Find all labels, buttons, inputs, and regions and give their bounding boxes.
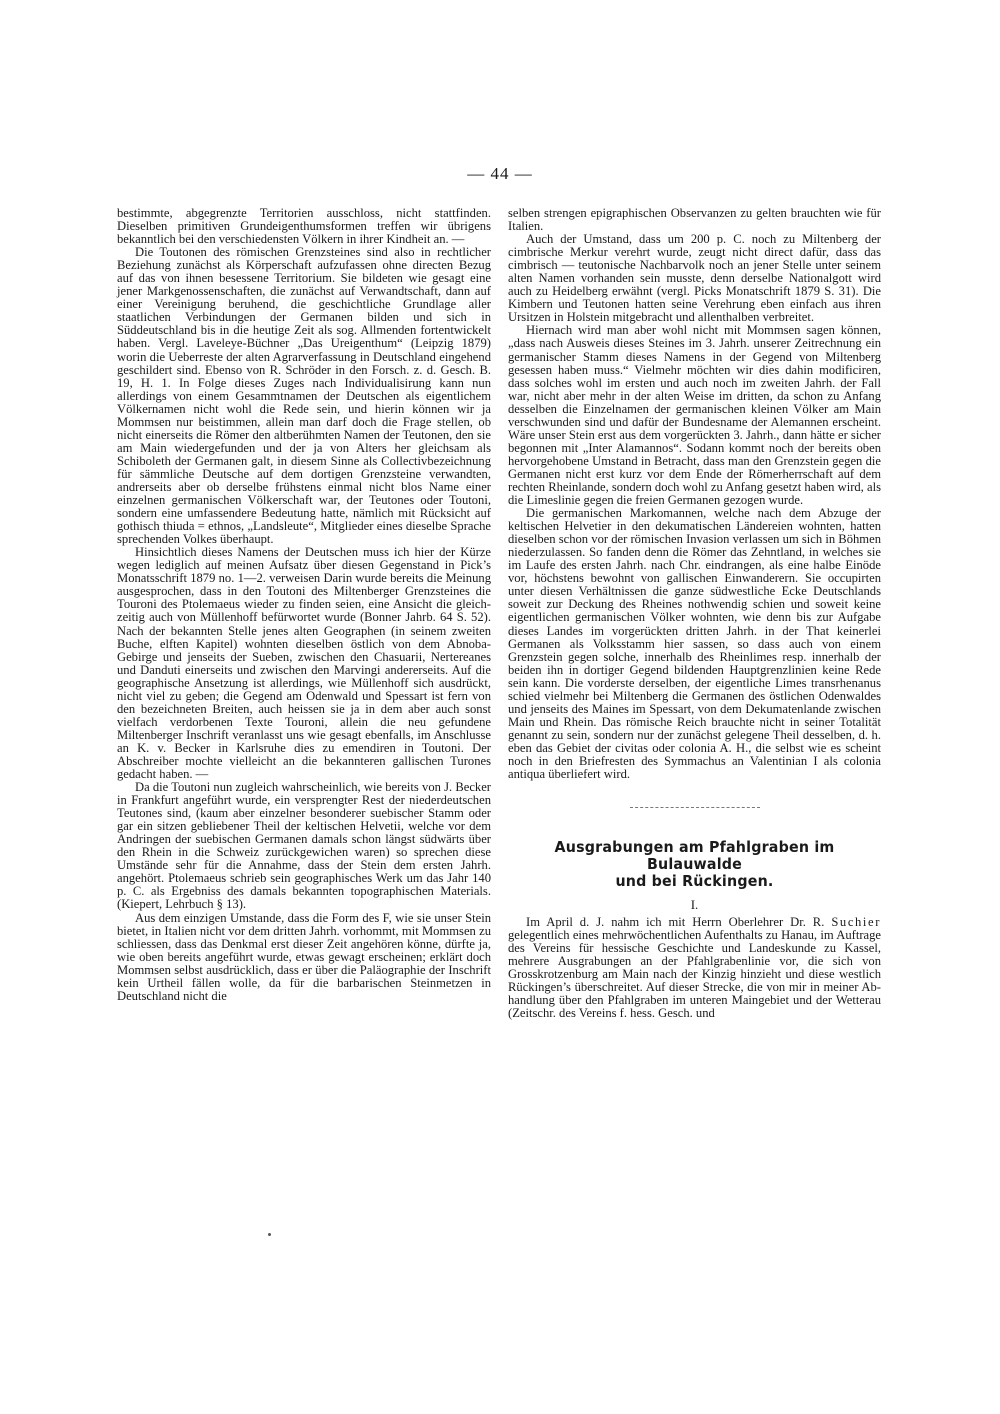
section-divider [630, 807, 760, 809]
paragraph: Auch der Umstand, dass um 200 p. C. noch zu Miltenberg der cimbrische Merkur verehrt wurde, zeugt nicht direct dafür, dass das cimbrisch — teutonische Nachbarvolk noch an jener Stelle unter seinem alten Namen vorhanden sein musste, denn derselbe Nationalgott wird auch zu Heidelberg erwähnt (vergl. Picks Monatschrift 1879 S. 31). Die Kimbern und Teutonen hatten seine Verehrung eben einfach aus ihren Ursitzen in Holstein mitgebracht und allenthalben verbreitet. [508, 232, 881, 325]
paragraph: bestimmte, abgegrenzte Territorien ausschloss, nicht stattfinden. Dieselben primitiven Grundeigenthumsformen treffen wir übrigens bekanntlich bei den verschiedensten Völkern in ihrer Kindheit an. — [117, 206, 491, 247]
paragraph [508, 916, 881, 1020]
paragraph: Die Toutonen des römischen Grenzsteines sind also in rechtlicher Beziehung zunächst als Körperschaft aufzufassen ohne directen Bezug auf das von ihnen besessene Territorium. Sie bildeten wie gesagt eine jener Markgenossenschaften, die zunächst auf Verwandtschaft, dann auf einer Vereinigung beruhend, die geschichtliche Grundlage aller staatlichen Verbindungen der Germanen bilden und sich in Süddeutschland bis in die heutige Zeit als sog. Allmenden fortentwickelt haben. Vergl. Laveleye-Büchner „Das Ureigenthum“ (Leipzig 1879) worin die Ueberreste der alten Agrarverfassung in Deutschland eingehend geschildert sind. Ebenso von R. Schröder in den Forsch. z. d. Gesch. B. 19, H. 1. In Folge dieses Zuges nach Individualisirung kann nun allerdings von einem Gesammtnamen der Deutschen als eigentlichem Völkernamen nicht wohl die Rede sein, und hierin können wir ja Mommsen nur beistimmen, allein man darf doch die Frage stellen, ob nicht einerseits die Römer den altberühmten Namen der Teutonen, den sie am Main wiedergefunden und der ja von Alters her gleichsam als Schiboleth der Germanen galt, in diesem Sinne als Collectivbezeichnung für sämmliche Deutsche auf dem dortigen Grenzsteine verwandten, andrerseits aber ob derselbe frühstens einmal nicht blos Name einer einzelnen germanischen Völkerschaft war, der Teutones oder Toutoni, sondern eine umfassendere Bedeutung hatte, nämlich mit Rücksicht auf gothisch thiuda = ethnos, „Landsleute“, Mitglieder eines dieselbe Sprache sprechenden Volkes überhaupt. [117, 245, 491, 547]
section-heading-line: Ausgrabungen am Pfahlgraben im Bulauwalde [554, 838, 835, 874]
right-column [508, 207, 881, 1020]
section-heading [523, 839, 866, 890]
paragraph: Hiernach wird man aber wohl nicht mit Mommsen sagen können, „dass nach Ausweis dieses Steines im 3. Jahrh. unserer Zeitrechnung ein germanischer Stamm dieses Namens in der Gegend von Miltenberg gesessen haben muss.“ Vielmehr möchten wir dies dahin modificiren, dass solches wohl im ersten und auch noch im zweiten Jahrh. der Fall war, nicht aber mehr in der alten Weise im dritten, da schon zu Anfang desselben die Einzelnamen der germanischen kleinen Völker am Main verschwunden sind und dafür der Bundesname der Alemannen erscheint. Wäre unser Stein erst aus dem vorgerückten 3. Jahrh., dann hätte er sicher begonnen mit „Inter Alamannos“. Sodann kommt noch der bereits oben hervorgehobene Umstand in Betracht, dass man den Grenzstein gegen die Germanen nicht erst kurz vor dem Ende der Römerherrschaft auf dem rechten Rheinlande, sondern doch wohl zu Anfang gesetzt haben wird, als die Limeslinie gegen die freien Germanen gezogen wurde. [508, 323, 881, 508]
paragraph: Hinsichtlich dieses Namens der Deutschen muss ich hier der Kürze wegen lediglich auf meinen Aufsatz über diesen Gegenstand in Pick’s Monatsschrift 1879 no. 1—2. verweisen Darin wurde bereits die Meinung ausgesprochen, dass in den Toutoni des Miltenberger Grenzsteines die Touroni des Ptolemaeus wieder zu finden seien, eine Ansicht die gleichzeitig auch von Müllenhoff befürwortet wurde (Bonner Jahrb. 64 S. 52). Nach der bekannten Stelle jenes alten Geographen (in seinem zweiten Buche, elften Kapitel) wohnten dieselben östlich von dem Abnoba-Gebirge und jenseits der Sueben, zwischen den Chasuarii, Nertereanes und Danduti einerseits und zwischen den Marvingi andererseits. Auf die geographische Ansetzung ist allerdings, wie Müllenhoff sich ausdrückt, nicht viel zu geben; die Gegend am Odenwald und Spessart ist fern von den bezeichneten Breiten, auch heissen sie ja in dem aber auch sonst vielfach verdorbenen Texte Touroni, allein die neu gefundene Miltenberger Inschrift veranlasst uns wie gesagt ebenfalls, im Anschlusse an K. v. Becker in Karlsruhe dies zu emendiren in Toutoni. Der Abschreiber mochte vielleicht an die bekannteren gallischen Turones gedacht haben. — [117, 545, 491, 782]
page-number: — 44 — [467, 164, 533, 183]
left-column [117, 207, 491, 1003]
paragraph: Da die Toutoni nun zugleich wahrscheinlich, wie bereits von J. Becker in Frankfurt angeführt wurde, ein versprengter Rest der niederdeutschen Teutones sind, (kaum aber einzelner besonderer suebischer Stamm oder gar ein sitzen gebliebener Theil der keltischen Helvetii, welche vor dem Andringen der suebischen Germanen damals schon längst südwärts über den Rhein in die Schweiz zurückgewichen waren) so sprechen diese Umstände sehr für die Annahme, dass der Stein dem ersten Jahrh. angehört. Ptolemaeus schrieb sein geographisches Werk um das Jahr 140 p. C. als Ergebniss des damals bekannten topographischen Materials. (Kiepert, Lehrbuch § 13). [117, 780, 491, 912]
text-run: gelegentlich eines mehrwöchentlichen Aufenthalts zu Hanau, im Auftrage des Vereins für hessische Geschichte und Landeskunde zu Kassel, mehrere Ausgrabungen an der Pfahlgrabenlinie vor, die sich von Grosskrotzenburg am Main nach der Kinzig hinzieht und diese westlich Rückingen’s überschreitet. Auf dieser Strecke, die von mir in meiner Abhandlung über den Pfahlgraben im unteren Maingebiet und der Wetterau (Zeitschr. des Vereins f. hess. Gesch. und [508, 928, 881, 1021]
text-run: Im April d. J. nahm ich mit Herrn Oberlehrer Dr. R. [526, 915, 832, 930]
person-name: Suchier [831, 915, 881, 930]
paragraph: Aus dem einzigen Umstande, dass die Form des F, wie sie unser Stein bietet, in Italien nicht vor dem dritten Jahrh. vorhommt, mit Mommsen zu schliessen, dass das Denkmal erst dieser Zeit angehören könne, dürfte ja, wie oben bereits angeführt wurde, etwas gewagt erscheinen; erklärt doch Mommsen selbst ausdrücklich, dass er über die Paläographie der Inschrift kein Urtheil fällen wolle, da für die barbarischen Steinmetzen in Deutschland nicht die [117, 910, 491, 1003]
print-speck [268, 1233, 271, 1236]
section-number: I. [690, 897, 699, 913]
section-heading-line: und bei Rückingen. [615, 872, 774, 891]
paragraph: Die germanischen Markomannen, welche nach dem Abzuge der keltischen Helvetier in den dekumatischen Ländereien wohnten, hatten dieselben schon vor der römischen Invasion verlassen um sich in Böhmen niederzulassen. So fanden denn die Römer das Zehntland, in welches sie im Laufe des ersten Jahrh. nach Chr. eindrangen, als eine halbe Einöde vor, höchstens bewohnt von gallischen Einwanderern. Sie occupirten unter diesen Verhältnissen die ganze südwestliche Ecke Deutschlands soweit zur Deckung des Rheines nothwendig schien und soweit keine eigentlichen germanischen Völker wohnten, wie denn bis zur Aufgabe dieses Landes im vorgerückten dritten Jahrh. in der That keinerlei Germanen als Volksstamm hier sassen, so dass auch von einem Grenzstein gegen solche, innerhalb des Rheinlimes resp. innerhalb der beiden ihn in dortiger Gegend bildenden Hauptgrenzlinien keine Rede sein kann. Die vorderste derselben, der eigentliche Limes transrhenanus schied vielmehr bei Miltenberg die Germanen des östlichen Odenwaldes und jenseits des Maines im Spessart, von dem Dekumatenlande zwischen Main und Rhein. Das römische Reich brauchte nicht in seiner Totalität genannt zu sein, sondern nur der zunächst gelegene Theil desselben, d. h. eben das Gebiet der civitas oder colonia A. H., die selbst wie es scheint noch in den Briefresten des Symmachus an Valentinian I als colonia antiqua überliefert wird. [508, 506, 881, 782]
paragraph: selben strengen epigraphischen Observanzen zu gelten brauchten wie für Italien. [508, 206, 881, 234]
